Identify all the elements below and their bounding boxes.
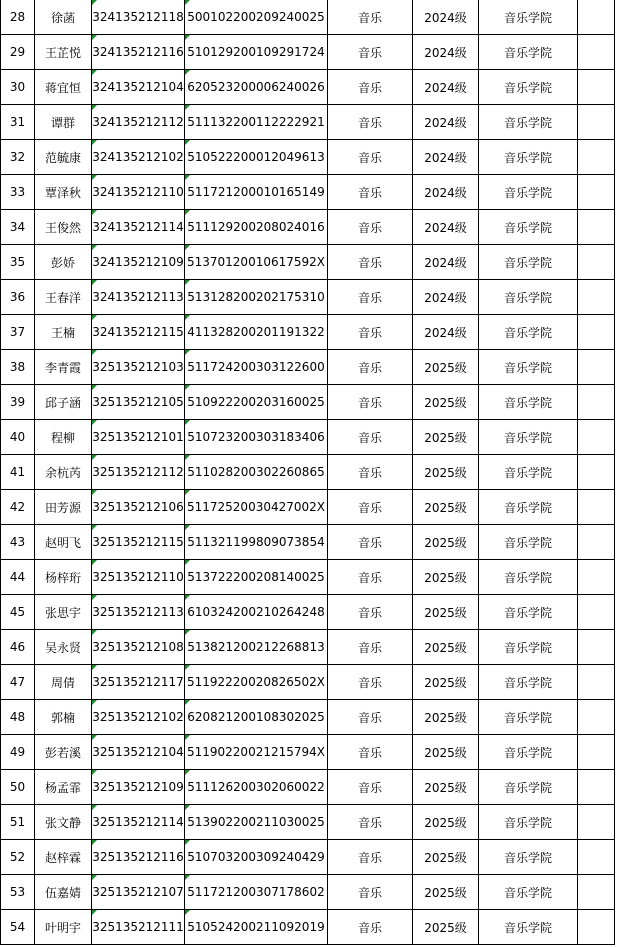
name-cell[interactable]: 赵明飞 [35, 525, 92, 560]
student-id-cell[interactable]: 325135212103 [92, 350, 185, 385]
grade-cell[interactable]: 2025级 [413, 455, 479, 490]
grade-cell[interactable]: 2024级 [413, 140, 479, 175]
table-row [1, 420, 615, 455]
college-cell[interactable]: 音乐学院 [479, 175, 578, 210]
college-cell[interactable]: 音乐学院 [479, 910, 578, 945]
empty-cell[interactable] [578, 875, 615, 910]
major-cell[interactable]: 音乐 [328, 805, 413, 840]
grade-cell[interactable]: 2024级 [413, 315, 479, 350]
college-cell[interactable]: 音乐学院 [479, 875, 578, 910]
empty-cell[interactable] [578, 665, 615, 700]
row-number-cell[interactable]: 32 [1, 140, 35, 175]
grade-cell[interactable]: 2024级 [413, 70, 479, 105]
name-cell[interactable]: 覃泽秋 [35, 175, 92, 210]
name-cell[interactable]: 蒋宜恒 [35, 70, 92, 105]
major-cell[interactable]: 音乐 [328, 175, 413, 210]
id-card-cell[interactable]: 513128200202175310 [185, 280, 328, 315]
student-id-cell[interactable]: 324135212116 [92, 35, 185, 70]
empty-cell[interactable] [578, 700, 615, 735]
id-card-cell[interactable]: 511129200208024016 [185, 210, 328, 245]
table-row [1, 875, 615, 910]
empty-cell[interactable] [578, 245, 615, 280]
id-card-cell[interactable]: 511132200112222921 [185, 105, 328, 140]
id-card-cell[interactable]: 510922200203160025 [185, 385, 328, 420]
empty-cell[interactable] [578, 805, 615, 840]
major-cell[interactable]: 音乐 [328, 105, 413, 140]
college-cell[interactable]: 音乐学院 [479, 735, 578, 770]
table-row [1, 840, 615, 875]
student-id-cell[interactable]: 324135212110 [92, 175, 185, 210]
table-row [1, 595, 615, 630]
major-cell[interactable]: 音乐 [328, 350, 413, 385]
id-card-cell[interactable]: 51190220021215794X [185, 735, 328, 770]
table-row [1, 175, 615, 210]
table-row [1, 525, 615, 560]
row-number-cell[interactable]: 38 [1, 350, 35, 385]
empty-cell[interactable] [578, 525, 615, 560]
college-cell[interactable]: 音乐学院 [479, 70, 578, 105]
grade-cell[interactable]: 2025级 [413, 350, 479, 385]
table-row [1, 315, 615, 350]
grade-cell[interactable]: 2025级 [413, 665, 479, 700]
empty-cell[interactable] [578, 35, 615, 70]
row-number-cell[interactable]: 31 [1, 105, 35, 140]
college-cell[interactable]: 音乐学院 [479, 630, 578, 665]
student-id-cell[interactable]: 325135212106 [92, 490, 185, 525]
major-cell[interactable]: 音乐 [328, 245, 413, 280]
grade-cell[interactable]: 2025级 [413, 805, 479, 840]
name-cell[interactable]: 王楠 [35, 315, 92, 350]
name-cell[interactable]: 王芷悦 [35, 35, 92, 70]
name-cell[interactable]: 张文静 [35, 805, 92, 840]
major-cell[interactable]: 音乐 [328, 455, 413, 490]
major-cell[interactable]: 音乐 [328, 770, 413, 805]
student-id-cell[interactable]: 325135212109 [92, 770, 185, 805]
major-cell[interactable]: 音乐 [328, 735, 413, 770]
major-cell[interactable]: 音乐 [328, 0, 413, 35]
empty-cell[interactable] [578, 105, 615, 140]
college-cell[interactable]: 音乐学院 [479, 280, 578, 315]
grade-cell[interactable]: 2025级 [413, 595, 479, 630]
id-card-cell[interactable]: 513821200212268813 [185, 630, 328, 665]
grade-cell[interactable]: 2024级 [413, 35, 479, 70]
college-cell[interactable]: 音乐学院 [479, 665, 578, 700]
grade-cell[interactable]: 2025级 [413, 490, 479, 525]
empty-cell[interactable] [578, 560, 615, 595]
name-cell[interactable]: 田芳源 [35, 490, 92, 525]
college-cell[interactable]: 音乐学院 [479, 350, 578, 385]
name-cell[interactable]: 彭娇 [35, 245, 92, 280]
major-cell[interactable]: 音乐 [328, 910, 413, 945]
id-card-cell[interactable]: 513722200208140025 [185, 560, 328, 595]
empty-cell[interactable] [578, 175, 615, 210]
college-cell[interactable]: 音乐学院 [479, 490, 578, 525]
student-id-cell[interactable]: 325135212115 [92, 525, 185, 560]
table-body [1, 0, 615, 945]
name-cell[interactable]: 范毓康 [35, 140, 92, 175]
name-cell[interactable]: 余杭芮 [35, 455, 92, 490]
row-number-cell[interactable]: 39 [1, 385, 35, 420]
student-id-cell[interactable]: 325135212111 [92, 910, 185, 945]
grade-cell[interactable]: 2025级 [413, 735, 479, 770]
row-number-cell[interactable]: 34 [1, 210, 35, 245]
college-cell[interactable]: 音乐学院 [479, 595, 578, 630]
major-cell[interactable]: 音乐 [328, 875, 413, 910]
major-cell[interactable]: 音乐 [328, 70, 413, 105]
major-cell[interactable]: 音乐 [328, 280, 413, 315]
empty-cell[interactable] [578, 770, 615, 805]
row-number-cell[interactable]: 47 [1, 665, 35, 700]
student-id-cell[interactable]: 325135212116 [92, 840, 185, 875]
id-card-cell[interactable]: 511721200010165149 [185, 175, 328, 210]
name-cell[interactable]: 郭楠 [35, 700, 92, 735]
table-row [1, 490, 615, 525]
id-card-cell[interactable]: 511028200302260865 [185, 455, 328, 490]
grade-cell[interactable]: 2024级 [413, 210, 479, 245]
id-card-cell[interactable]: 51192220020826502X [185, 665, 328, 700]
student-id-cell[interactable]: 325135212113 [92, 595, 185, 630]
college-cell[interactable]: 音乐学院 [479, 770, 578, 805]
major-cell[interactable]: 音乐 [328, 490, 413, 525]
student-id-cell[interactable]: 324135212118 [92, 0, 185, 35]
empty-cell[interactable] [578, 385, 615, 420]
student-id-cell[interactable]: 325135212108 [92, 630, 185, 665]
major-cell[interactable]: 音乐 [328, 525, 413, 560]
id-card-cell[interactable]: 510723200303183406 [185, 420, 328, 455]
empty-cell[interactable] [578, 0, 615, 35]
major-cell[interactable]: 音乐 [328, 385, 413, 420]
table-row [1, 0, 615, 35]
major-cell[interactable]: 音乐 [328, 560, 413, 595]
college-cell[interactable]: 音乐学院 [479, 455, 578, 490]
student-id-cell[interactable]: 325135212104 [92, 735, 185, 770]
college-cell[interactable]: 音乐学院 [479, 0, 578, 35]
id-card-cell[interactable]: 511721200307178602 [185, 875, 328, 910]
id-card-cell[interactable]: 511321199809073854 [185, 525, 328, 560]
row-number-cell[interactable]: 29 [1, 35, 35, 70]
student-id-cell[interactable]: 325135212101 [92, 420, 185, 455]
student-id-cell[interactable]: 324135212102 [92, 140, 185, 175]
major-cell[interactable]: 音乐 [328, 140, 413, 175]
student-id-cell[interactable]: 324135212109 [92, 245, 185, 280]
grade-cell[interactable]: 2024级 [413, 245, 479, 280]
row-number-cell[interactable]: 54 [1, 910, 35, 945]
empty-cell[interactable] [578, 630, 615, 665]
id-card-cell[interactable]: 51172520030427002X [185, 490, 328, 525]
grade-cell[interactable]: 2024级 [413, 280, 479, 315]
student-id-cell[interactable]: 325135212112 [92, 455, 185, 490]
major-cell[interactable]: 音乐 [328, 840, 413, 875]
name-cell[interactable]: 赵梓霖 [35, 840, 92, 875]
name-cell[interactable]: 伍嘉婧 [35, 875, 92, 910]
name-cell[interactable]: 李青霞 [35, 350, 92, 385]
student-id-cell[interactable]: 325135212105 [92, 385, 185, 420]
college-cell[interactable]: 音乐学院 [479, 385, 578, 420]
table-row [1, 630, 615, 665]
id-card-cell[interactable]: 510522200012049613 [185, 140, 328, 175]
student-id-cell[interactable]: 325135212110 [92, 560, 185, 595]
table-row [1, 105, 615, 140]
major-cell[interactable]: 音乐 [328, 210, 413, 245]
id-card-cell[interactable]: 513902200211030025 [185, 805, 328, 840]
name-cell[interactable]: 程柳 [35, 420, 92, 455]
table-row [1, 70, 615, 105]
name-cell[interactable]: 吴永贤 [35, 630, 92, 665]
table-row [1, 385, 615, 420]
row-number-cell[interactable]: 41 [1, 455, 35, 490]
major-cell[interactable]: 音乐 [328, 35, 413, 70]
table-row [1, 280, 615, 315]
empty-cell[interactable] [578, 280, 615, 315]
empty-cell[interactable] [578, 910, 615, 945]
major-cell[interactable]: 音乐 [328, 700, 413, 735]
empty-cell[interactable] [578, 735, 615, 770]
row-number-cell[interactable]: 28 [1, 0, 35, 35]
empty-cell[interactable] [578, 420, 615, 455]
college-cell[interactable]: 音乐学院 [479, 105, 578, 140]
row-number-cell[interactable]: 36 [1, 280, 35, 315]
table-row [1, 140, 615, 175]
college-cell[interactable]: 音乐学院 [479, 245, 578, 280]
student-id-cell[interactable]: 325135212107 [92, 875, 185, 910]
grade-cell[interactable]: 2025级 [413, 910, 479, 945]
major-cell[interactable]: 音乐 [328, 420, 413, 455]
row-number-cell[interactable]: 43 [1, 525, 35, 560]
table-row [1, 910, 615, 945]
name-cell[interactable]: 周倩 [35, 665, 92, 700]
table-row [1, 770, 615, 805]
id-card-cell[interactable]: 411328200201191322 [185, 315, 328, 350]
empty-cell[interactable] [578, 490, 615, 525]
row-number-cell[interactable]: 52 [1, 840, 35, 875]
id-card-cell[interactable]: 620523200006240026 [185, 70, 328, 105]
id-card-cell[interactable]: 511724200303122600 [185, 350, 328, 385]
major-cell[interactable]: 音乐 [328, 595, 413, 630]
id-card-cell[interactable]: 511126200302060022 [185, 770, 328, 805]
college-cell[interactable]: 音乐学院 [479, 420, 578, 455]
empty-cell[interactable] [578, 315, 615, 350]
grade-cell[interactable]: 2025级 [413, 840, 479, 875]
empty-cell[interactable] [578, 140, 615, 175]
college-cell[interactable]: 音乐学院 [479, 560, 578, 595]
row-number-cell[interactable]: 46 [1, 630, 35, 665]
table-row [1, 560, 615, 595]
table-row [1, 210, 615, 245]
row-number-cell[interactable]: 37 [1, 315, 35, 350]
id-card-cell[interactable]: 510703200309240429 [185, 840, 328, 875]
college-cell[interactable]: 音乐学院 [479, 700, 578, 735]
id-card-cell[interactable]: 610324200210264248 [185, 595, 328, 630]
student-id-cell[interactable]: 325135212117 [92, 665, 185, 700]
row-number-cell[interactable]: 35 [1, 245, 35, 280]
major-cell[interactable]: 音乐 [328, 665, 413, 700]
major-cell[interactable]: 音乐 [328, 315, 413, 350]
name-cell[interactable]: 杨孟霏 [35, 770, 92, 805]
college-cell[interactable]: 音乐学院 [479, 210, 578, 245]
grade-cell[interactable]: 2025级 [413, 385, 479, 420]
row-number-cell[interactable]: 48 [1, 700, 35, 735]
row-number-cell[interactable]: 33 [1, 175, 35, 210]
row-number-cell[interactable]: 44 [1, 560, 35, 595]
grade-cell[interactable]: 2024级 [413, 105, 479, 140]
grade-cell[interactable]: 2025级 [413, 700, 479, 735]
student-id-cell[interactable]: 325135212102 [92, 700, 185, 735]
empty-cell[interactable] [578, 210, 615, 245]
student-id-cell[interactable]: 325135212114 [92, 805, 185, 840]
table-row [1, 455, 615, 490]
student-id-cell[interactable]: 324135212114 [92, 210, 185, 245]
name-cell[interactable]: 叶明宇 [35, 910, 92, 945]
row-number-cell[interactable]: 40 [1, 420, 35, 455]
college-cell[interactable]: 音乐学院 [479, 805, 578, 840]
college-cell[interactable]: 音乐学院 [479, 35, 578, 70]
empty-cell[interactable] [578, 840, 615, 875]
empty-cell[interactable] [578, 595, 615, 630]
id-card-cell[interactable]: 620821200108302025 [185, 700, 328, 735]
grade-cell[interactable]: 2025级 [413, 630, 479, 665]
row-number-cell[interactable]: 53 [1, 875, 35, 910]
table-row [1, 35, 615, 70]
name-cell[interactable]: 张思宇 [35, 595, 92, 630]
grade-cell[interactable]: 2025级 [413, 525, 479, 560]
grade-cell[interactable]: 2025级 [413, 420, 479, 455]
student-id-cell[interactable]: 324135212115 [92, 315, 185, 350]
student-id-cell[interactable]: 324135212104 [92, 70, 185, 105]
grade-cell[interactable]: 2024级 [413, 175, 479, 210]
name-cell[interactable]: 徐菡 [35, 0, 92, 35]
id-card-cell[interactable]: 51370120010617592X [185, 245, 328, 280]
row-number-cell[interactable]: 50 [1, 770, 35, 805]
name-cell[interactable]: 王春洋 [35, 280, 92, 315]
college-cell[interactable]: 音乐学院 [479, 315, 578, 350]
row-number-cell[interactable]: 51 [1, 805, 35, 840]
table-row [1, 700, 615, 735]
name-cell[interactable]: 邱子涵 [35, 385, 92, 420]
name-cell[interactable]: 杨梓珩 [35, 560, 92, 595]
grade-cell[interactable]: 2024级 [413, 0, 479, 35]
grade-cell[interactable]: 2025级 [413, 560, 479, 595]
name-cell[interactable]: 王俊然 [35, 210, 92, 245]
table-row [1, 805, 615, 840]
table-row [1, 665, 615, 700]
row-number-cell[interactable]: 30 [1, 70, 35, 105]
id-card-cell[interactable]: 510129200109291724 [185, 35, 328, 70]
row-number-cell[interactable]: 49 [1, 735, 35, 770]
id-card-cell[interactable]: 510524200211092019 [185, 910, 328, 945]
college-cell[interactable]: 音乐学院 [479, 525, 578, 560]
empty-cell[interactable] [578, 455, 615, 490]
student-id-cell[interactable]: 324135212112 [92, 105, 185, 140]
row-number-cell[interactable]: 45 [1, 595, 35, 630]
name-cell[interactable]: 彭若溪 [35, 735, 92, 770]
table-row [1, 350, 615, 385]
row-number-cell[interactable]: 42 [1, 490, 35, 525]
table-row [1, 735, 615, 770]
table-row [1, 245, 615, 280]
student-id-cell[interactable]: 324135212113 [92, 280, 185, 315]
college-cell[interactable]: 音乐学院 [479, 140, 578, 175]
empty-cell[interactable] [578, 70, 615, 105]
major-cell[interactable]: 音乐 [328, 630, 413, 665]
grade-cell[interactable]: 2025级 [413, 875, 479, 910]
name-cell[interactable]: 谭群 [35, 105, 92, 140]
grade-cell[interactable]: 2025级 [413, 770, 479, 805]
empty-cell[interactable] [578, 350, 615, 385]
college-cell[interactable]: 音乐学院 [479, 840, 578, 875]
id-card-cell[interactable]: 500102200209240025 [185, 0, 328, 35]
